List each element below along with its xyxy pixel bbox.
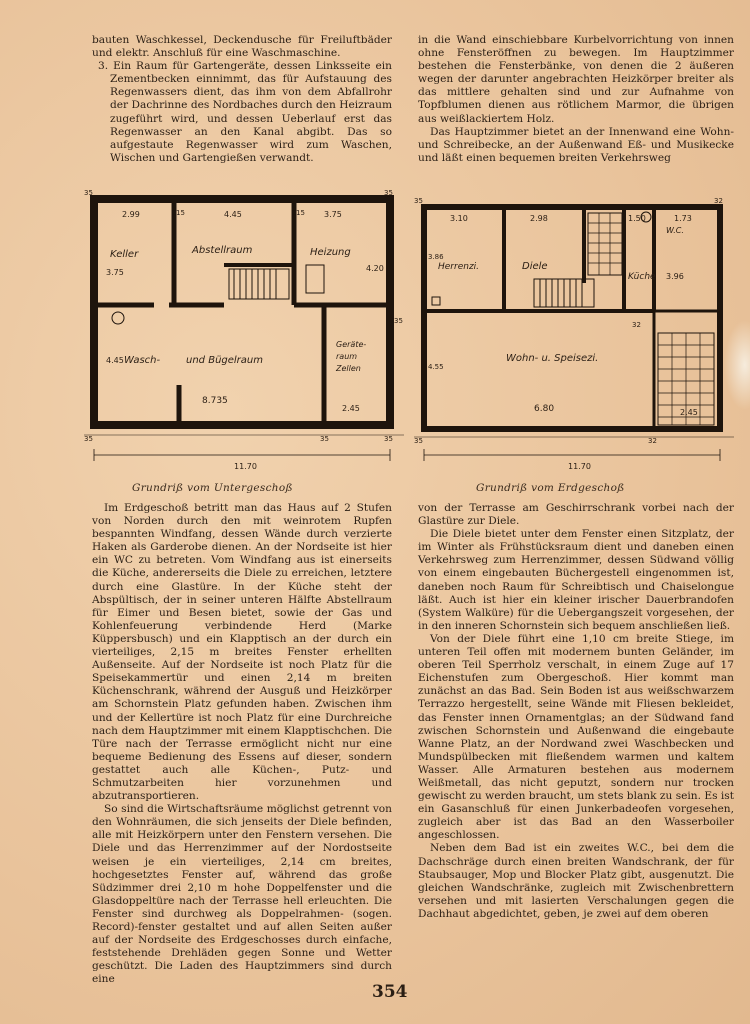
room-label: W.C. [666, 226, 684, 235]
paragraph: von der Terrasse am Geschirrschrank vorbei nach der Glastüre zur Diele. [418, 502, 734, 528]
plan-caption: Grundriß vom Erdgeschoß [476, 482, 625, 494]
dimension-label: 1.73 [674, 214, 692, 223]
dimension-label: 8.735 [202, 396, 228, 406]
room-label: Diele [522, 261, 548, 272]
dimension-label: 35 [414, 437, 423, 445]
dimension-label: 1.50 [628, 214, 646, 223]
paragraph: Die Diele bietet unter dem Fenster einen Sitzplatz, der im Winter als Frühstücksraum dient und daneben einen Verkehrsweg zum Herrenzimmer, dessen Südwand völlig von einem eingebauten Büchergestell eingenommen ist, daneben noch Raum für Schreibtisch und Chaiselongue läßt. Auch ist hier ein kleiner irischer Dauerbrandofen (System Walküre) für die Uebergangszeit vorgesehen, der in den inneren Schornstein sich bequem anschließen ließ. [418, 528, 734, 632]
dimension-label: 2.45 [342, 404, 360, 413]
paragraph: in die Wand einschiebbare Kurbelvorrichtung von innen ohne Fensteröffnen zu bewegen. Im Hauptzimmer bestehen die Fensterbänke, von denen die 2 äußeren wegen der darunter angebrachten Heizkörper breiter als das mittlere gehalten sind und zur Aufnahme von Topfblumen dienen aus rötlichem Marmor, die übrigen aus weißlackiertem Holz. [418, 34, 734, 125]
dimension-label: 15 [176, 209, 185, 217]
room-label: Herrenzi. [438, 262, 480, 272]
paragraph: bauten Waschkessel, Deckendusche für Freiluftbäder und elektr. Anschluß für eine Waschmaschine. [92, 34, 392, 60]
dimension-label: 3.75 [324, 210, 342, 219]
dimension-label: 4.20 [366, 264, 384, 273]
dimension-label: 32 [714, 197, 723, 205]
bottom-right-column [418, 502, 734, 921]
item-list [92, 60, 392, 165]
room-label: Wasch- [124, 355, 161, 366]
plan-basement [84, 185, 404, 475]
dimension-label: 35 [384, 189, 393, 197]
dimension-label: 35 [84, 435, 93, 443]
basement-floorplan [84, 185, 404, 475]
dimension-label: 3.10 [450, 214, 468, 223]
dimension-label: 35 [394, 317, 403, 325]
dimension-label: 11.70 [568, 462, 591, 471]
paragraph: So sind die Wirtschaftsräume möglichst getrennt von den Wohnräumen, die sich jenseits der Diele befinden, alle mit Heizkörpern unter den Fenstern versehen. Die Diele und das Herrenzimmer auf der Nordostseite weisen je ein vierteiliges, 2,14 cm breites, hochgesetztes Fenster auf, während das große Südzimmer drei 2,10 m hohe Doppelfenster und die Glasdoppeltüre nach der Terrasse hell erleuchten. Die Fenster sind durchweg als Doppelrahmen- (sogen. Record)-fenster gestaltet und auf allen Seiten außer auf der Nordseite des Erdgeschosses durch einfache, feststehende Drehläden gegen Sonne und Wetter geschützt. Die Laden des Hauptzimmers sind durch eine [92, 803, 392, 986]
dimension-label: 6.80 [534, 404, 555, 414]
room-label: Heizung [310, 247, 351, 258]
dimension-label: 35 [84, 189, 93, 197]
page-number: 354 [372, 982, 408, 1002]
plan-groundfloor [414, 193, 734, 475]
paper-stain [724, 320, 750, 410]
dimension-label: 3.75 [106, 268, 124, 277]
groundfloor-floorplan [414, 193, 734, 475]
paragraph: Neben dem Bad ist ein zweites W.C., bei dem die Dachschräge durch einen breiten Wandschrank, der für Staubsauger, Mop und Blocker Platz gibt, ausgenutzt. Die gleichen Wandschränke, zugleich mit Zwischenbrettern versehen und mit lasierten Verschalungen gegen die Dachhaut abgedichtet, geben, je zwei auf dem oberen [418, 842, 734, 920]
dimension-label: 35 [320, 435, 329, 443]
dimension-label: 2.98 [530, 214, 548, 223]
room-label: Zellen [336, 364, 361, 373]
dimension-label: 35 [384, 435, 393, 443]
dimension-label: 11.70 [234, 462, 257, 471]
room-label: Geräte- [336, 340, 367, 349]
room-label: Keller [110, 249, 139, 260]
room-label: Küche [628, 272, 656, 282]
dimension-label: 32 [648, 437, 657, 445]
room-label: und Bügelraum [186, 355, 263, 366]
dimension-label: 3.86 [428, 253, 444, 261]
dimension-label: 32 [632, 321, 641, 329]
top-right-column [418, 34, 734, 165]
dimension-label: 2.99 [122, 210, 140, 219]
list-item: 3. Ein Raum für Gartengeräte, dessen Linksseite ein Zementbecken einnimmt, das für Aufstauung des Regenwassers dient, das ihm von dem Abfallrohr der Dachrinne des Nordbaches durch den Heizraum zugeführt wird, und dessen Ueberlauf erst das Regenwasser an den Kanal abgibt. Das so aufgestaute Regenwasser wird zum Waschen, Wischen und Gartengießen verwandt. [98, 60, 392, 164]
dimension-label: 3.96 [666, 272, 684, 281]
dimension-label: 4.45 [224, 210, 242, 219]
bottom-left-column [92, 502, 392, 986]
paragraph: Das Hauptzimmer bietet an der Innenwand eine Wohn- und Schreibecke, an der Außenwand Eß- und Musikecke und läßt einen bequemen breiten Verkehrsweg [418, 125, 734, 164]
paragraph: Im Erdgeschoß betritt man das Haus auf 2 Stufen von Norden durch den mit weinrotem Rupfen bespannten Windfang, dessen Wände durch verzierte Haken als Garderobe dienen. An der Nordseite ist hier ein WC zu betreten. Vom Windfang aus ist einerseits die Küche, andererseits die Diele zu erreichen, letztere durch eine Glastüre. In der Küche steht der Abspültisch, der in seiner unteren Hälfte Abstellraum für Eimer und Besen bietet, sowie der Gas und Kohlenfeuerung verbindende Herd (Marke Küppersbusch) und ein Klapptisch an der durch ein vierteiliges, 2,15 m breites Fenster erhellten Außenseite. Auf der Nordseite ist noch Platz für die Speisekammertür und einen 2,14 m breiten Küchenschrank, während der Ausguß und Heizkörper am Schornstein Platz gefunden haben. Zwischen ihm und der Kellertüre ist noch Platz für eine Durchreiche nach dem Hauptzimmer mit einem Klapptischchen. Die Türe nach der Terrasse ermöglicht nicht nur eine bequeme Bedienung des Essens auf dieser, sondern gestattet auch alle Küchen-, Putz- und Schmutzarbeiten hier vorzunehmen und abzutransportieren. [92, 502, 392, 803]
plan-caption: Grundriß vom Untergeschoß [132, 482, 293, 494]
paragraph: Von der Diele führt eine 1,10 cm breite Stiege, im unteren Teil offen mit modernem bunten Geländer, im oberen Teil Sperrholz verschalt, in einem Zuge auf 17 Eichenstufen zum Obergeschoß. Hier kommt man zunächst an das Bad. Sein Boden ist aus weißschwarzem Terrazzo hergestellt, seine Wände mit Fliesen bekleidet, das Fenster innen Ornamentglas; an der Südwand fand zwischen Schornstein und Außenwand die eingebaute Wanne Platz, an der Nordwand zwei Waschbecken und Mundspülbecken mit fließendem warmen und kaltem Wasser. Alle Armaturen bestehen aus modernem Weißmetall, das nicht geputzt, sondern nur trocken gewischt zu werden braucht, um stets blank zu sein. Es ist ein Gasanschluß für einen Junkerbadeofen vorgesehen, zugleich aber ist das Bad an den Wasserboiler angeschlossen. [418, 632, 734, 842]
dimension-label: 15 [296, 209, 305, 217]
room-label: Abstellraum [192, 245, 253, 256]
dimension-label: 4.55 [428, 363, 444, 371]
dimension-label: 35 [414, 197, 423, 205]
top-left-column [92, 34, 392, 165]
dimension-label: 2.45 [680, 408, 698, 417]
room-label: Wohn- u. Speisezi. [506, 353, 599, 364]
room-label: raum [336, 352, 358, 361]
dimension-label: 4.45 [106, 356, 124, 365]
